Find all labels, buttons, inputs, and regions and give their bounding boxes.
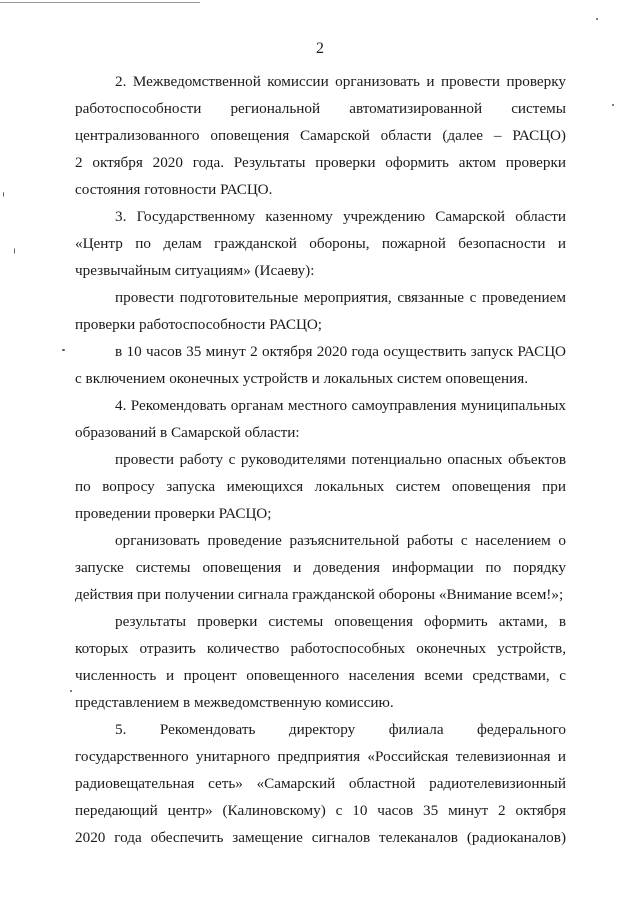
- paragraph-4-line-2: с включением оконечных устройств и локальных систем оповещения.: [75, 370, 529, 387]
- paragraph-9-line-4: передающий центр» (Калиновскому) с 10 часов 35 минут 2 октября: [75, 802, 566, 819]
- scan-speck: [62, 349, 65, 351]
- paragraph-3-line-1: провести подготовительные мероприятия, связанные с проведением: [115, 289, 566, 306]
- paragraph-1-line-4: 2 октября 2020 года. Результаты проверки оформить актом проверки: [75, 154, 566, 171]
- paragraph-3-line-2: проверки работоспособности РАСЦО;: [75, 316, 323, 333]
- paragraph-8-line-4: представлением в межведомственную комиссию.: [75, 694, 394, 711]
- paragraph-6-line-2: по вопросу запуска имеющихся локальных систем оповещения при: [75, 478, 566, 495]
- scan-speck: [3, 192, 4, 197]
- paragraph-1-line-1: 2. Межведомственной комиссии организовать и провести проверку: [115, 73, 566, 90]
- paragraph-6-line-1: провести работу с руководителями потенциально опасных объектов: [115, 451, 566, 468]
- paragraph-9-line-1: 5. Рекомендовать директору филиала федерального: [115, 721, 566, 738]
- paragraph-9-line-5: 2020 года обеспечить замещение сигналов телеканалов (радиоканалов): [75, 829, 566, 846]
- paragraph-6-line-3: проведении проверки РАСЦО;: [75, 505, 272, 522]
- paragraph-8-line-3: численность и процент оповещенного населения всеми средствами, с: [75, 667, 566, 684]
- paragraph-8-line-1: результаты проверки системы оповещения оформить актами, в: [115, 613, 566, 630]
- paragraph-5-line-1: 4. Рекомендовать органам местного самоуправления муниципальных: [115, 397, 566, 414]
- paragraph-7-line-2: запуске системы оповещения и доведения информации по порядку: [75, 559, 566, 576]
- paragraph-4-line-1: в 10 часов 35 минут 2 октября 2020 года осуществить запуск РАСЦО: [115, 343, 566, 360]
- paragraph-7-line-3: действия при получении сигнала гражданской обороны «Внимание всем!»;: [75, 586, 564, 603]
- scan-speck: [14, 248, 15, 254]
- paragraph-7-line-1: организовать проведение разъяснительной работы с населением о: [115, 532, 566, 549]
- paragraph-1-line-3: централизованного оповещения Самарской области (далее – РАСЦО): [75, 127, 566, 144]
- paragraph-8-line-2: которых отразить количество работоспособных оконечных устройств,: [75, 640, 566, 657]
- scan-speck: [70, 690, 72, 692]
- paragraph-5-line-2: образований в Самарской области:: [75, 424, 300, 441]
- paragraph-2-line-1: 3. Государственному казенному учреждению Самарской области: [115, 208, 566, 225]
- paragraph-2-line-2: «Центр по делам гражданской обороны, пожарной безопасности и: [75, 235, 566, 252]
- page-number: 2: [316, 40, 324, 57]
- scan-speck: [612, 104, 614, 106]
- paragraph-2-line-3: чрезвычайным ситуациям» (Исаеву):: [75, 262, 315, 279]
- paragraph-1-line-2: работоспособности региональной автоматизированной системы: [75, 100, 566, 117]
- paragraph-1-line-5: состояния готовности РАСЦО.: [75, 181, 273, 198]
- paragraph-9-line-3: радиовещательная сеть» «Самарский областной радиотелевизионный: [75, 775, 566, 792]
- top-edge-rule: [0, 2, 200, 3]
- scan-speck: [596, 18, 598, 20]
- paragraph-9-line-2: государственного унитарного предприятия «Российская телевизионная и: [75, 748, 566, 765]
